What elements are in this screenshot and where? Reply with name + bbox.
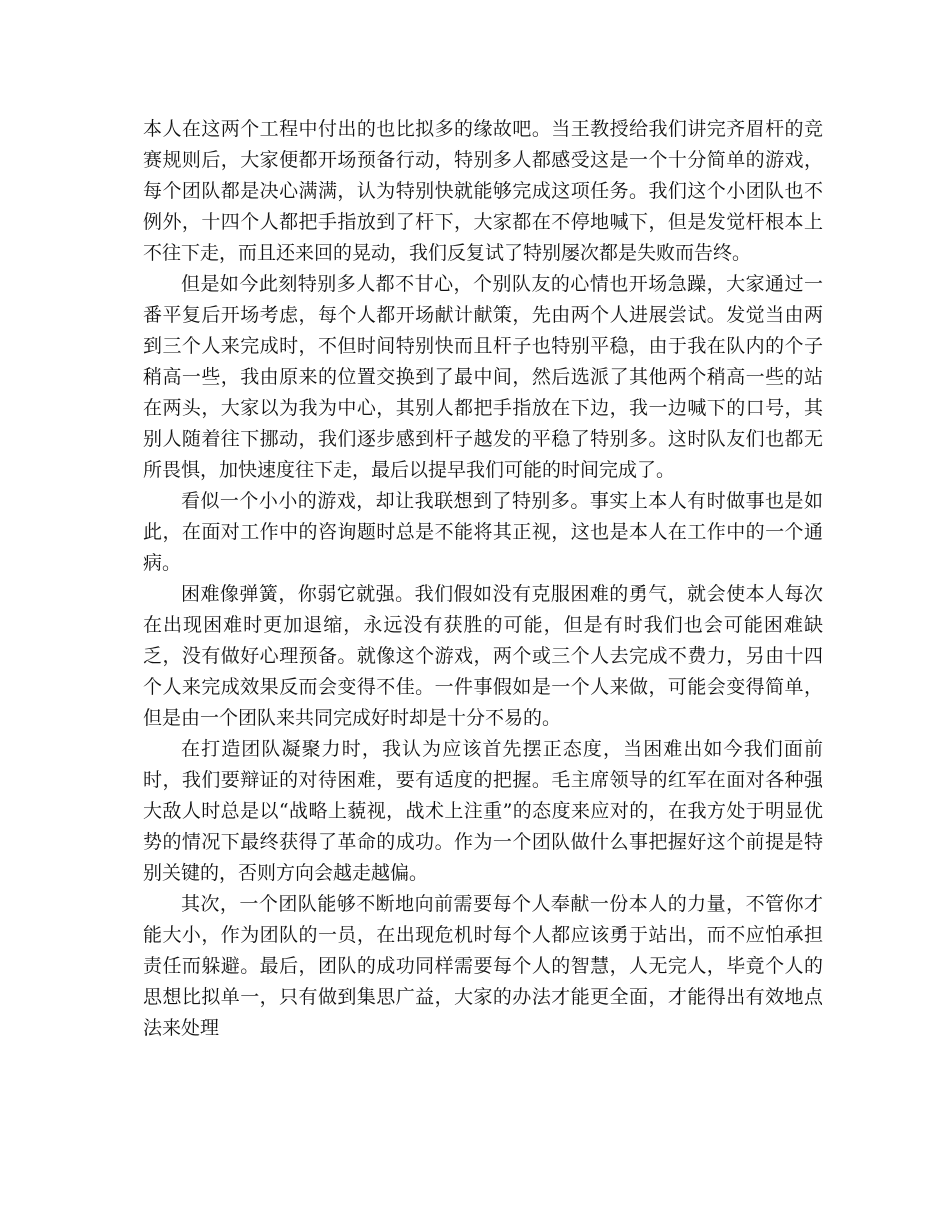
paragraph-3: 看似一个小小的游戏，却让我联想到了特别多。事实上本人有时做事也是如此，在面对工作中的咨询题时总是不能将其正视，这也是本人在工作中的一个通病。 <box>143 490 823 574</box>
paragraph-5: 在打造团队凝聚力时，我认为应该首先摆正态度，当困难出如今我们面前时，我们要辩证的对待困难，要有适度的把握。毛主席领导的红军在面对各种强大敌人时总是以“战略上藐视，战术上注重”的态度来应对的，在我方处于明显优势的情况下最终获得了革命的成功。作为一个团队做什么事把握好这个前提是特别关键的，否则方向会越走越偏。 <box>143 738 823 884</box>
document-body <box>143 114 823 1044</box>
paragraph-4: 困难像弹簧，你弱它就强。我们假如没有克服困难的勇气，就会使本人每次在出现困难时更加退缩，永远没有获胜的可能，但是有时我们也会可能困难缺乏，没有做好心理预备。就像这个游戏，两个或三个人去完成不费力，另由十四个人来完成效果反而会变得不佳。一件事假如是一个人来做，可能会变得简单，但是由一个团队来共同完成好时却是十分不易的。 <box>143 583 823 729</box>
paragraph-2: 但是如今此刻特别多人都不甘心，个别队友的心情也开场急躁，大家通过一番平复后开场考虑，每个人都开场献计献策，先由两个人进展尝试。发觉当由两到三个人来完成时，不但时间特别快而且杆子也特别平稳，由于我在队内的个子稍高一些，我由原来的位置交换到了最中间，然后选派了其他两个稍高一些的站在两头，大家以为我为中心，其别人都把手指放在下边，我一边喊下的口号，其别人随着往下挪动，我们逐步感到杆子越发的平稳了特别多。这时队友们也都无所畏惧，加快速度往下走，最后以提早我们可能的时间完成了。 <box>143 273 823 481</box>
paragraph-6: 其次，一个团队能够不断地向前需要每个人奉献一份本人的力量，不管你才能大小，作为团队的一员，在出现危机时每个人都应该勇于站出，而不应怕承担责任而躲避。最后，团队的成功同样需要每个人的智慧，人无完人，毕竟个人的思想比拟单一，只有做到集思广益，大家的办法才能更全面，才能得出有效地点法来处理 <box>143 893 823 1039</box>
paragraph-1: 本人在这两个工程中付出的也比拟多的缘故吧。当王教授给我们讲完齐眉杆的竞赛规则后，大家便都开场预备行动，特别多人都感受这是一个十分简单的游戏，每个团队都是决心满满，认为特别快就能够完成这项任务。我们这个小团队也不例外，十四个人都把手指放到了杆下，大家都在不停地喊下，但是发觉杆根本上不往下走，而且还来回的晃动，我们反复试了特别屡次都是失败而告终。 <box>143 118 823 264</box>
